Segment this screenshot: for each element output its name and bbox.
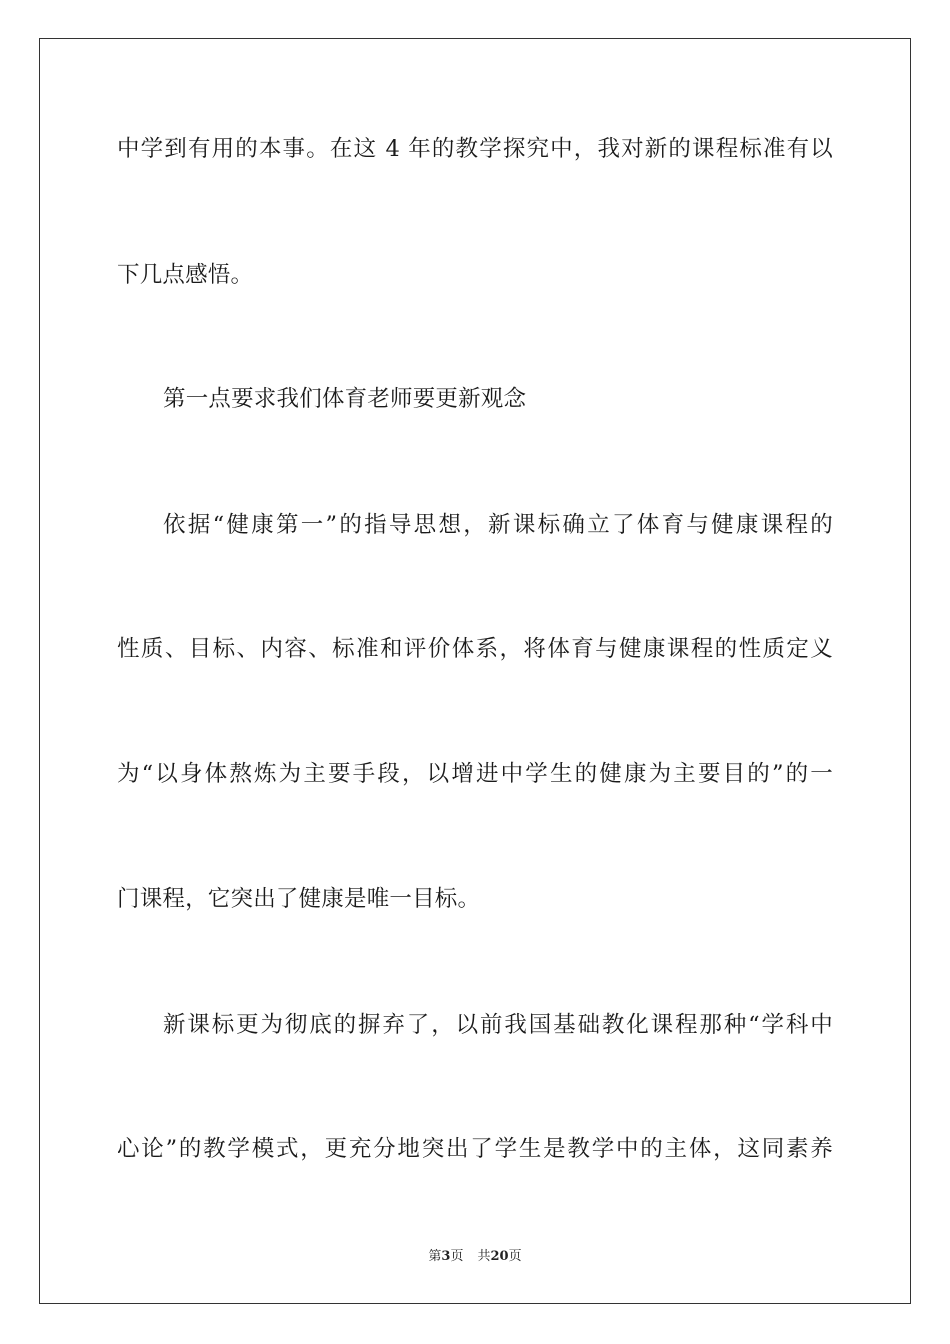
text-line-1: 中学到有用的本事。在这 4 年的教学探究中，我对新的课程标准有以 <box>117 136 833 162</box>
total-unit: 页 <box>508 1249 522 1264</box>
text-line-4: 依据“健康第一”的指导思想，新课标确立了体育与健康课程的 <box>163 512 833 538</box>
page-border <box>39 38 911 1304</box>
page-current: 3 <box>441 1249 451 1264</box>
text-line-5: 性质、目标、内容、标准和评价体系，将体育与健康课程的性质定义 <box>117 636 833 662</box>
text-line-2: 下几点感悟。 <box>117 262 254 288</box>
text-line-7: 门课程，它突出了健康是唯一目标。 <box>117 886 481 912</box>
text-line-9: 心论”的教学模式，更充分地突出了学生是教学中的主体，这同素养 <box>117 1136 833 1162</box>
page-total: 20 <box>490 1249 509 1264</box>
page-footer <box>0 1248 950 1266</box>
page-prefix: 第 <box>428 1249 442 1264</box>
total-prefix: 共 <box>477 1249 491 1264</box>
section-heading: 第一点要求我们体育老师要更新观念 <box>163 386 527 412</box>
text-line-8: 新课标更为彻底的摒弃了，以前我国基础教化课程那种“学科中 <box>163 1012 833 1038</box>
page-unit: 页 <box>450 1249 464 1264</box>
text-line-6: 为“以身体熬炼为主要手段，以增进中学生的健康为主要目的”的一 <box>117 761 833 787</box>
